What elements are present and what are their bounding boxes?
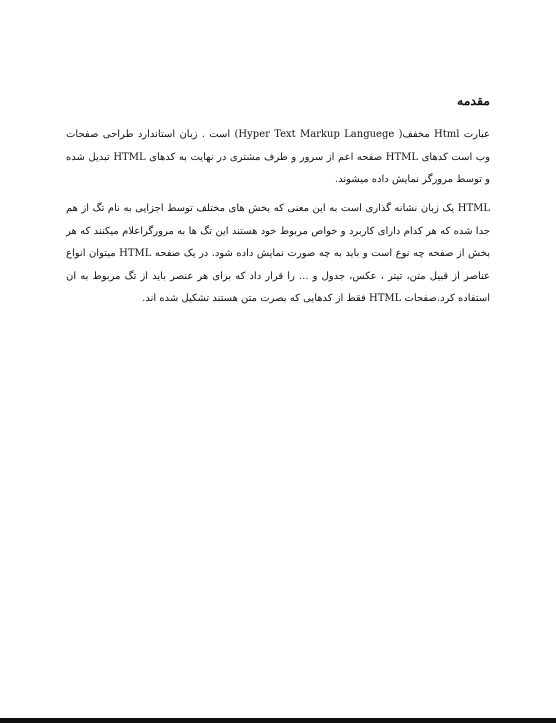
paragraph-html-markup: HTML یک زبان نشانه گذاری است به این معنی که بخش های مختلف توسط اجزایی به نام تگ از هم جدا شده که هر کدام دارای کاربرد و خواص مربوط خود هستند این تگ ها به مرورگراعلام میکنند که هر بخش از صفحه چه نوع است و باید به چه صورت نمایش داده شود. در یک صفحه HTML میتوان انواع عناصر از قبیل متن، تیتر ، عکس، جدول و ... را قرار داد که برای هر عنصر باید از تگ مربوط به ان استفاده کرد.صفحات HTML فقط از کدهایی که بصرت متن هستند تشکیل شده اند.	[66, 203, 491, 304]
paragraph-intro: عبارت Html مخفف( Hyper Text Markup Languege) است . زبان استاندارد طراحی صفحات وب است کدهای HTML صفحه اعم از سرور و طرف مشتری در نهایت به کدهای HTML تبدیل شده و توسط مرورگر نمایش داده میشوند.	[66, 129, 491, 185]
page-heading: مقدمه	[457, 93, 490, 108]
page-bottom-border	[0, 718, 556, 723]
